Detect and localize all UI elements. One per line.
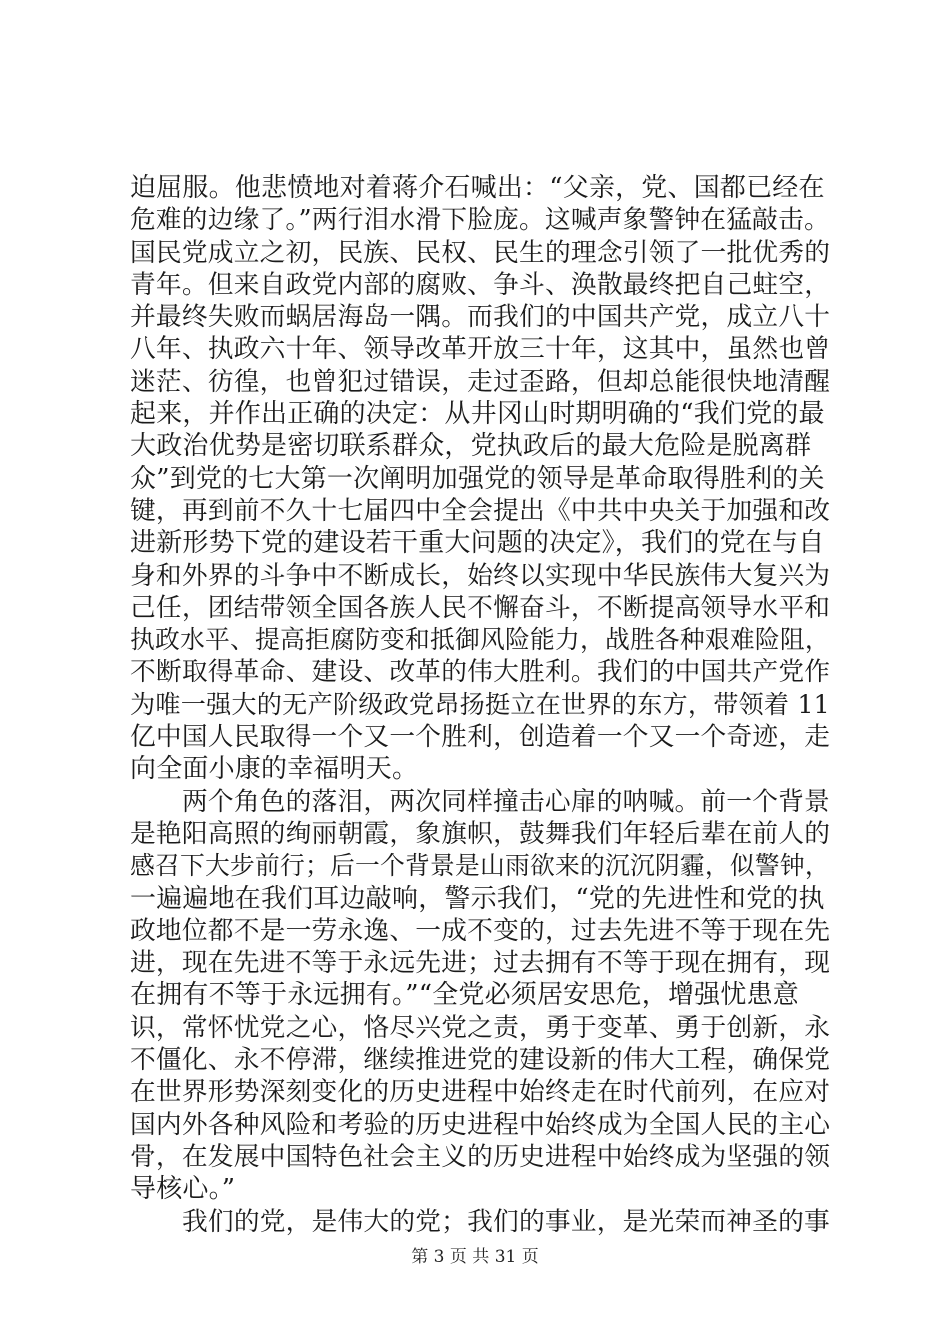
- text-line: 不断取得革命、建设、改革的伟大胜利。我们的中国共产党作: [130, 657, 831, 688]
- text-line: 为唯一强大的无产阶级政党昂扬挺立在世界的东方，带领着 11: [130, 689, 830, 719]
- text-line: 并最终失败而蜗居海岛一隅。而我们的中国共产党，成立八十: [130, 302, 831, 333]
- text-line: 骨，在发展中国特色社会主义的历史进程中始终成为坚强的领: [130, 1141, 831, 1172]
- text-line: 键，再到前不久十七届四中全会提出《中共中央关于加强和改: [130, 495, 831, 526]
- text-line: 识，常怀忧党之心，恪尽兴党之责，勇于变革、勇于创新，永: [130, 1012, 831, 1043]
- text-line: 是艳阳高照的绚丽朝霞，象旗帜，鼓舞我们年轻后辈在前人的: [130, 818, 831, 849]
- text-line: 危难的边缘了。”两行泪水滑下脸庞。这喊声象警钟在猛敲击。: [130, 205, 830, 236]
- text-line: 己任，团结带领全国各族人民不懈奋斗，不断提高领导水平和: [130, 592, 831, 623]
- text-line: 国内外各种风险和考验的历史进程中始终成为全国人民的主心: [130, 1109, 831, 1140]
- text-line: 进，现在先进不等于永远先进；过去拥有不等于现在拥有，现: [130, 948, 831, 979]
- text-line: 大政治优势是密切联系群众，党执政后的最大危险是脱离群: [130, 431, 812, 462]
- page-number: 第 3 页 共 31 页: [411, 1247, 539, 1267]
- text-line: 迷茫、彷徨，也曾犯过错误，走过歪路，但却总能很快地清醒: [130, 366, 831, 397]
- text-line: 青年。但来自政党内部的腐败、争斗、涣散最终把自己蛀空，: [130, 269, 831, 300]
- text-line: 在世界形势深刻变化的历史进程中始终走在时代前列，在应对: [130, 1077, 831, 1108]
- text-line: 导核心。”: [130, 1174, 236, 1205]
- text-line: 迫屈服。他悲愤地对着蒋介石喊出：“父亲，党、国都已经在: [130, 173, 825, 203]
- text-line: 八年、执政六十年、领导改革开放三十年，这其中，虽然也曾: [130, 334, 831, 365]
- page-footer: [0, 1242, 950, 1267]
- text-line: 不僵化、永不停滞，继续推进党的建设新的伟大工程，确保党: [130, 1045, 831, 1076]
- text-line: 我们的党，是伟大的党；我们的事业，是光荣而神圣的事: [182, 1206, 830, 1237]
- text-line: 向全面小康的幸福明天。: [130, 754, 419, 785]
- text-line: 起来，并作出正确的决定：从井冈山时期明确的“我们党的最: [130, 399, 825, 430]
- text-line: 国民党成立之初，民族、民权、民生的理念引领了一批优秀的: [130, 237, 831, 268]
- paragraph: [130, 1206, 830, 1238]
- paragraph: [130, 786, 830, 1206]
- text-line: 感召下大步前行；后一个背景是山雨欲来的沉沉阴霾，似警钟，: [130, 851, 830, 881]
- paragraph: [130, 172, 830, 786]
- text-line: 政地位都不是一劳永逸、一成不变的，过去先进不等于现在先: [130, 915, 831, 946]
- document-body: [130, 172, 830, 1238]
- text-line: 进新形势下党的建设若干重大问题的决定》，我们的党在与自: [130, 528, 825, 559]
- text-line: 执政水平、提高拒腐防变和抵御风险能力，战胜各种艰难险阻，: [130, 625, 830, 655]
- text-line: 在拥有不等于永远拥有。”“全党必须居安思危，增强忧患意: [130, 980, 799, 1011]
- text-line: 众”到党的七大第一次阐明加强党的领导是革命取得胜利的关: [130, 463, 825, 494]
- text-line: 一遍遍地在我们耳边敲响，警示我们，“党的先进性和党的执: [130, 883, 825, 914]
- text-line: 两个角色的落泪，两次同样撞击心扉的呐喊。前一个背景: [182, 786, 830, 817]
- text-line: 身和外界的斗争中不断成长，始终以实现中华民族伟大复兴为: [130, 560, 831, 591]
- text-line: 亿中国人民取得一个又一个胜利，创造着一个又一个奇迹，走: [130, 722, 831, 753]
